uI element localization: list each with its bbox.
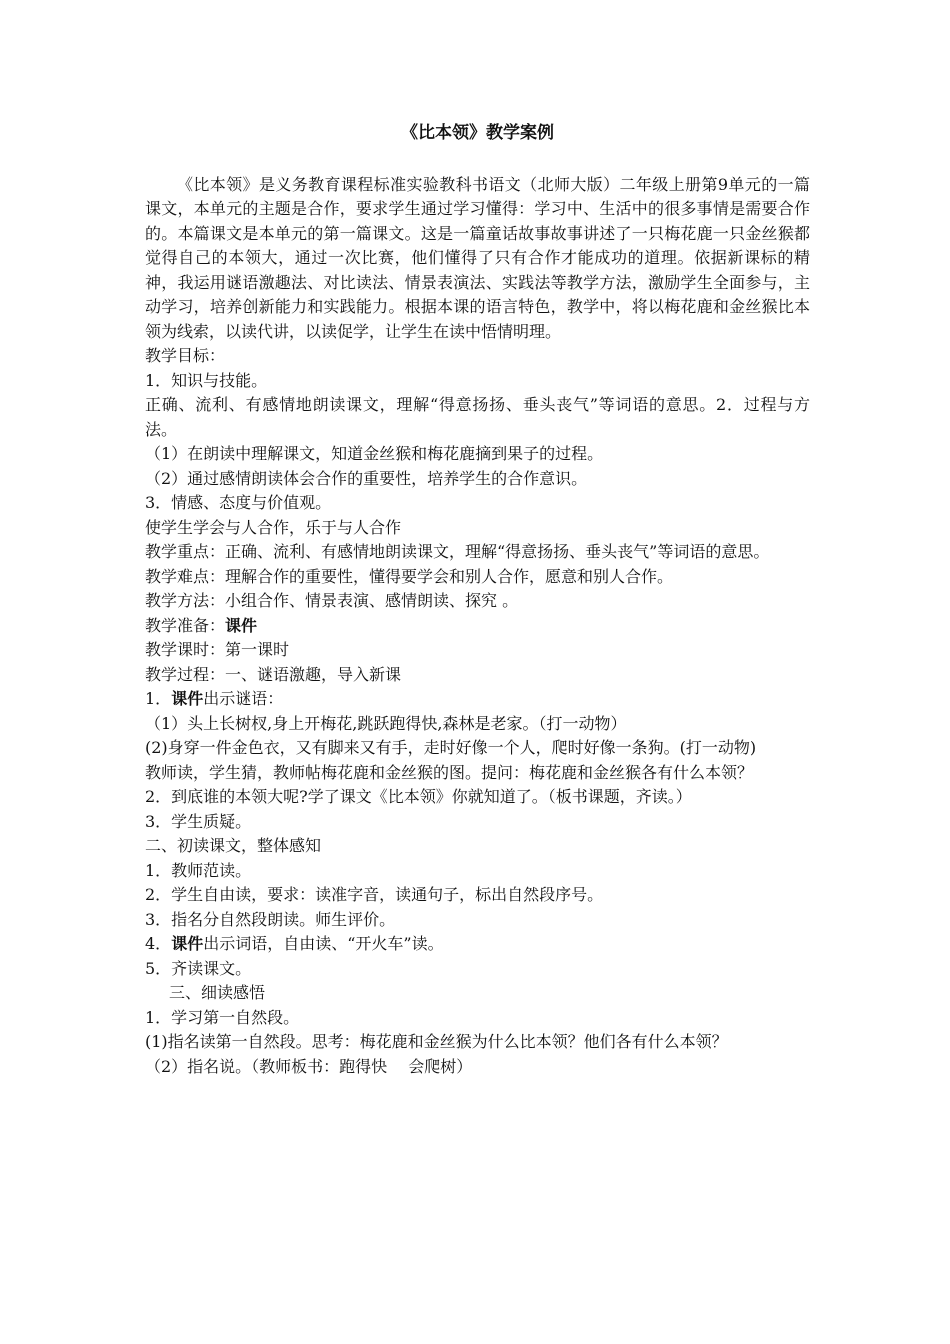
- part-2-item-1: 1．教师范读。: [145, 860, 252, 880]
- step-1-prefix: 1．: [145, 689, 172, 708]
- part-2-item-2: 2．学生自由读，要求：读准字音，读通句子，标出自然段序号。: [145, 885, 604, 904]
- goal-1-text: 正确、流利、有感情地朗读课文，理解“得意扬扬、垂头丧气”等词语的意思。2．过程与方法。: [145, 395, 810, 439]
- part-2-item-5: 5．齐读课文。: [145, 958, 252, 978]
- prep-label: 教学准备：: [145, 615, 226, 635]
- part-3-item-1b: （2）指名说。（教师板书：跑得快 会爬树）: [145, 1056, 473, 1076]
- goal-3-text: 使学生学会与人合作，乐于与人合作: [145, 517, 402, 537]
- step-1: [145, 687, 810, 712]
- key-points: 教学重点：正确、流利、有感情地朗读课文，理解“得意扬扬、垂头丧气”等词语的意思。: [145, 542, 770, 561]
- part-3-heading: 三、细读感悟: [169, 983, 266, 1002]
- difficulties: 教学难点：理解合作的重要性，懂得要学会和别人合作，愿意和别人合作。: [145, 566, 674, 586]
- document-body: [145, 121, 810, 1079]
- teaching-methods: 教学方法：小组合作、情景表演、感情朗读、探究 。: [145, 591, 519, 610]
- part-2-item-4-courseware: 课件: [171, 934, 204, 953]
- part-3-item-1: 1．学习第一自然段。: [145, 1007, 300, 1027]
- goals-heading: 教学目标：: [145, 346, 226, 365]
- step-1-rest: 出示谜语：: [203, 689, 284, 708]
- intro-paragraph: 《比本领》是义务教育课程标准实验教科书语文（北师大版）二年级上册第9单元的一篇课文，本单元的主题是合作，要求学生通过学习懂得：学习中、生活中的很多事情是需要合作的。本篇课文是本单元的第一篇课文。这是一篇童话故事故事讲述了一只梅花鹿一只金丝猴都觉得自己的本领大，通过一次比赛，他们懂得了只有合作才能成功的道理。依据新课标的精神，我运用谜语激趣法、对比读法、情景表演法、实践法等教学方法，激励学生全面参与，主动学习，培养创新能力和实践能力。根据本课的语言特色，教学中，将以梅花鹿和金丝猴比本领为线索，以读代讲，以读促学，让学生在读中悟情明理。: [145, 174, 810, 341]
- document-title: 《比本领》教学案例: [401, 123, 554, 143]
- part-2-item-4: [145, 932, 810, 957]
- part-3-item-1a: (1)指名读第一自然段。思考：梅花鹿和金丝猴为什么比本领？他们各有什么本领？: [145, 1032, 728, 1051]
- goal-3-heading: 3．情感、态度与价值观。: [145, 493, 332, 512]
- goal-1-heading: 1．知识与技能。: [145, 370, 268, 390]
- step-1-courseware: 课件: [171, 689, 204, 708]
- teacher-reads: 教师读，学生猜，教师帖梅花鹿和金丝猴的图。提问：梅花鹿和金丝猴各有什么本领？: [145, 762, 754, 782]
- goal-2-item-2: （2）通过感情朗读体会合作的重要性，培养学生的合作意识。: [145, 468, 588, 488]
- teaching-process: 教学过程：一、谜语激趣，导入新课: [145, 664, 402, 684]
- prep-value: 课件: [225, 615, 258, 635]
- riddle-2: (2)身穿一件金色衣，又有脚来又有手，走时好像一个人，爬时好像一条狗。(打一动物): [145, 738, 757, 757]
- part-2-item-3: 3．指名分自然段朗读。师生评价。: [145, 909, 396, 929]
- step-2: 2．到底谁的本领大呢?学了课文《比本领》你就知道了。（板书课题，齐读。）: [145, 787, 692, 806]
- step-3: 3．学生质疑。: [145, 811, 252, 831]
- part-2-item-4-rest: 出示词语，自由读、“开火车”读。: [203, 934, 444, 953]
- teaching-preparation: [145, 614, 810, 639]
- goal-2-item-1: （1）在朗读中理解课文，知道金丝猴和梅花鹿摘到果子的过程。: [145, 444, 604, 463]
- part-2-item-4-prefix: 4．: [145, 934, 172, 953]
- riddle-1: （1）头上长树杈,身上开梅花,跳跃跑得快,森林是老家。（打一动物）: [145, 713, 627, 733]
- part-2-heading: 二、初读课文，整体感知: [145, 836, 322, 855]
- class-periods: 教学课时：第一课时: [145, 640, 290, 659]
